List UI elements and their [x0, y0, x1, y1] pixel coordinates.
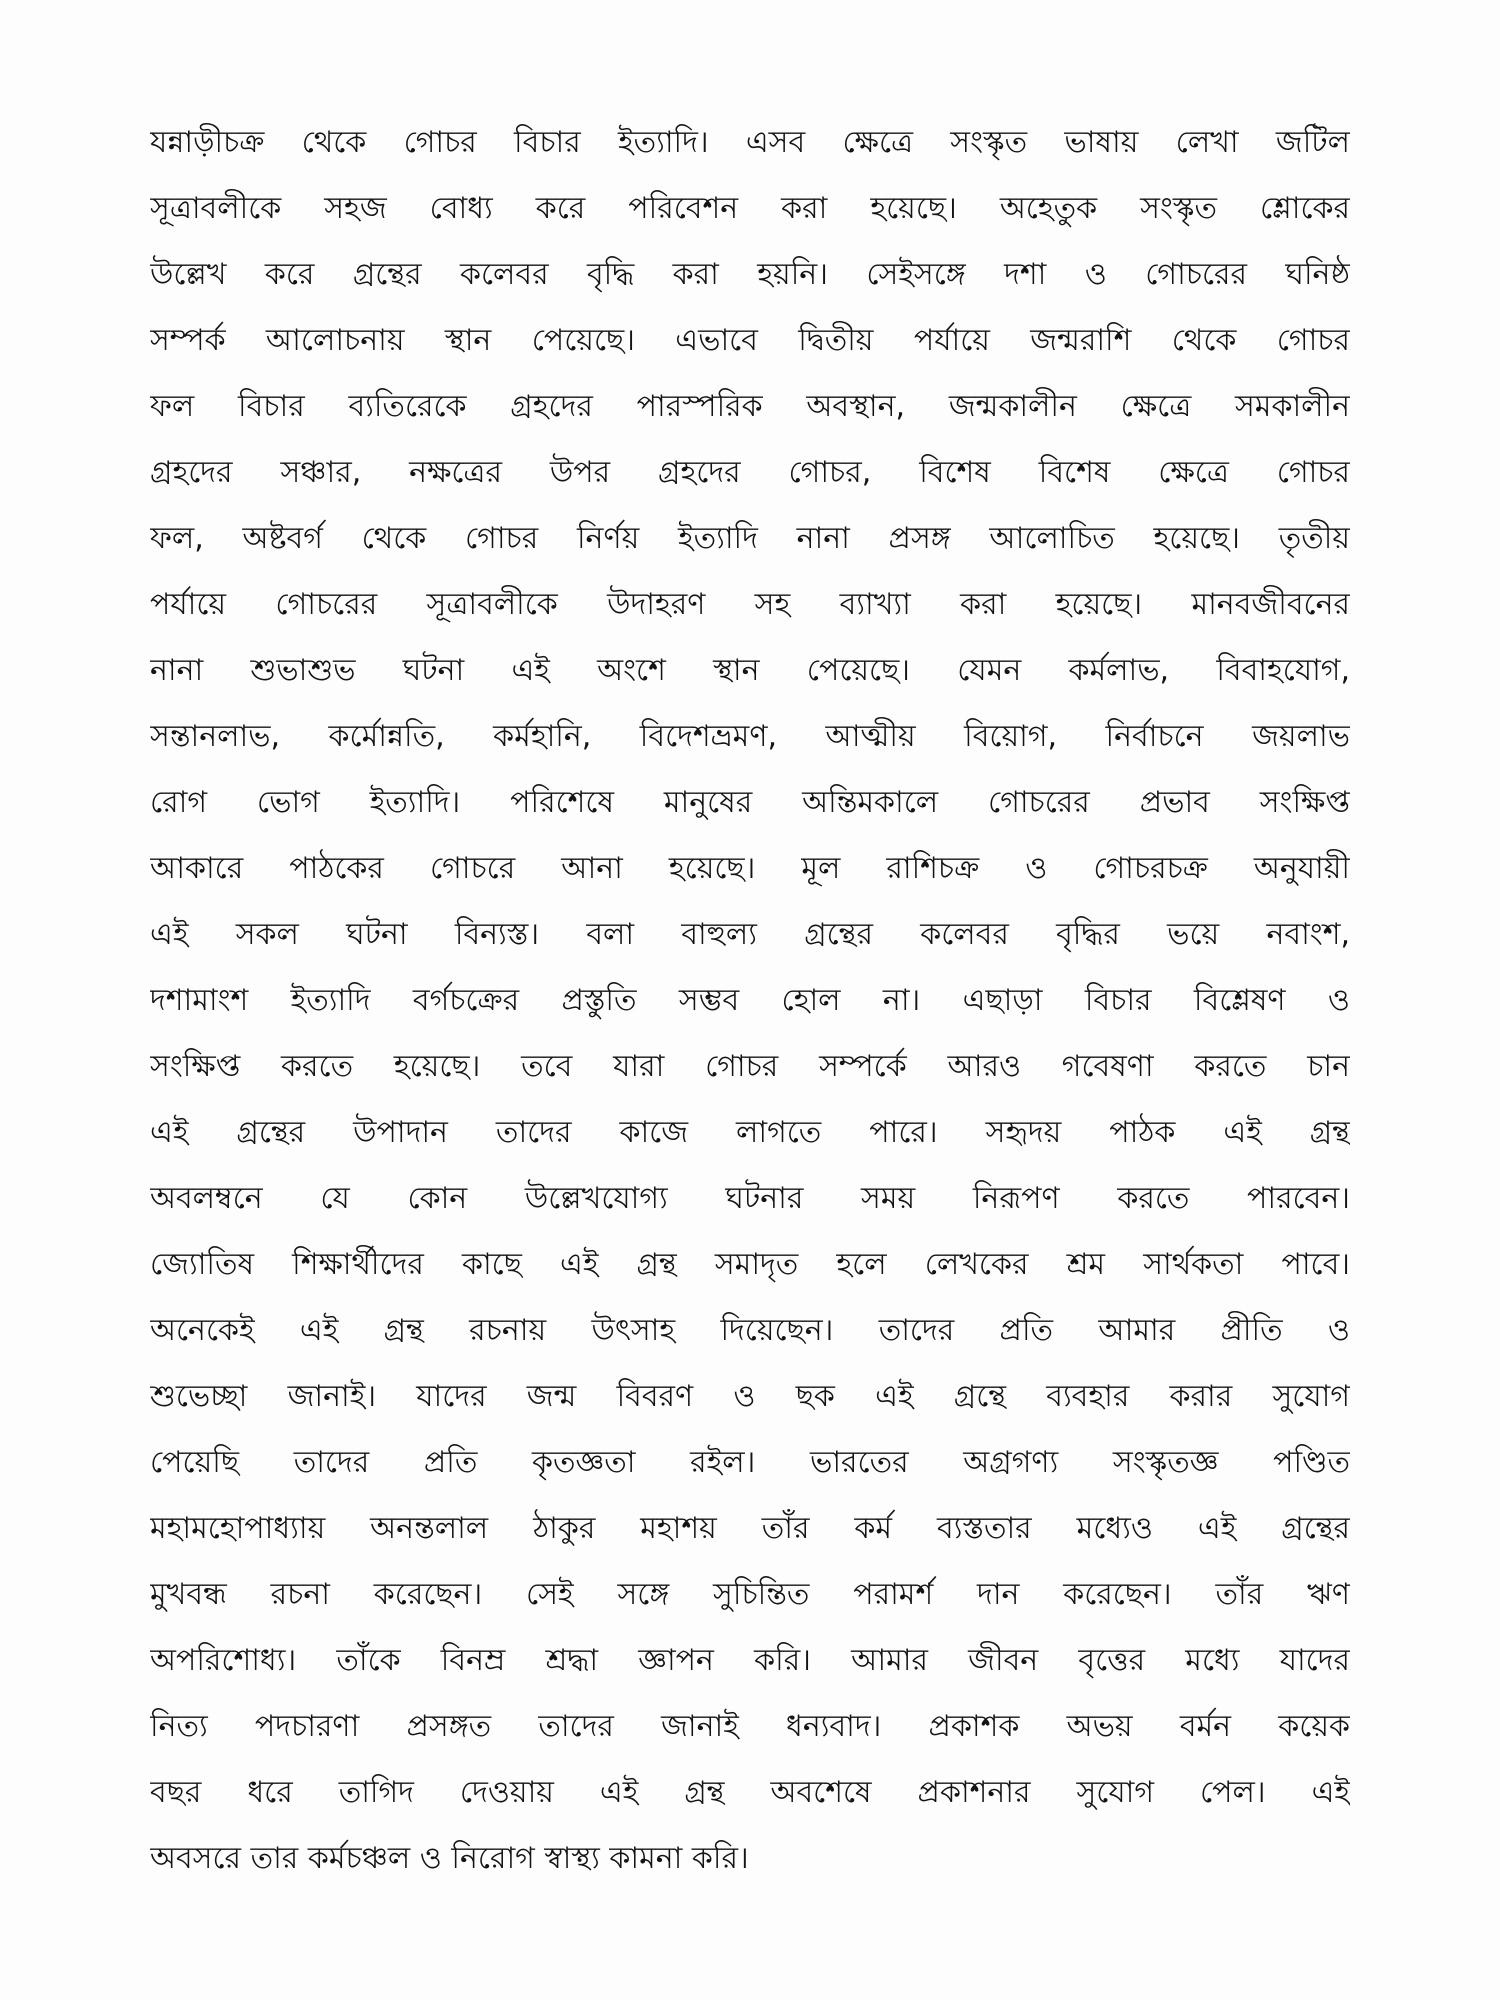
text-line: মুখবন্ধ রচনা করেছেন। সেই সঙ্গে সুচিন্তিত পরামর্শ দান করেছেন। তাঁর ঋণ [150, 1577, 1350, 1612]
text-line: ফল, অষ্টবর্গ থেকে গোচর নির্ণয় ইত্যাদি নানা প্রসঙ্গ আলোচিত হয়েছে। তৃতীয় [150, 521, 1350, 556]
text-line: গ্রহদের সঞ্চার, নক্ষত্রের উপর গ্রহদের গোচর, বিশেষ বিশেষ ক্ষেত্রে গোচর [150, 455, 1350, 490]
text-line: মহামহোপাধ্যায় অনন্তলাল ঠাকুর মহাশয় তাঁর কর্ম ব্যস্ততার মধ্যেও এই গ্রন্থের [150, 1511, 1350, 1546]
text-line: নিত্য পদচারণা প্রসঙ্গত তাদের জানাই ধন্যবাদ। প্রকাশক অভয় বর্মন কয়েক [150, 1709, 1350, 1744]
text-line: এই গ্রন্থের উপাদান তাদের কাজে লাগতে পারে। সহৃদয় পাঠক এই গ্রন্থ [150, 1115, 1350, 1150]
text-line: যন্নাড়ীচক্র থেকে গোচর বিচার ইত্যাদি। এসব ক্ষেত্রে সংস্কৃত ভাষায় লেখা জটিল [150, 125, 1350, 160]
text-line: উল্লেখ করে গ্রন্থের কলেবর বৃদ্ধি করা হয়নি। সেইসঙ্গে দশা ও গোচরের ঘনিষ্ঠ [150, 257, 1350, 292]
text-line: অপরিশোধ্য। তাঁকে বিনম্র শ্রদ্ধা জ্ঞাপন করি। আমার জীবন বৃত্তের মধ্যে যাদের [150, 1643, 1350, 1678]
text-line: রোগ ভোগ ইত্যাদি। পরিশেষে মানুষের অন্তিমকালে গোচরের প্রভাব সংক্ষিপ্ত [150, 785, 1350, 820]
text-line-last: অবসরে তার কর্মচঞ্চল ও নিরোগ স্বাস্থ্য কামনা করি। [150, 1841, 749, 1876]
text-line: আকারে পাঠকের গোচরে আনা হয়েছে। মূল রাশিচক্র ও গোচরচক্র অনুযায়ী [150, 851, 1350, 886]
text-line: নানা শুভাশুভ ঘটনা এই অংশে স্থান পেয়েছে। যেমন কর্মলাভ, বিবাহযোগ, [150, 653, 1350, 688]
body-text [150, 110, 1350, 1892]
text-line: অনেকেই এই গ্রন্থ রচনায় উৎসাহ দিয়েছেন। তাদের প্রতি আমার প্রীতি ও [150, 1313, 1350, 1348]
text-line: পেয়েছি তাদের প্রতি কৃতজ্ঞতা রইল। ভারতের অগ্রগণ্য সংস্কৃতজ্ঞ পণ্ডিত [150, 1445, 1350, 1480]
text-line: বছর ধরে তাগিদ দেওয়ায় এই গ্রন্থ অবশেষে প্রকাশনার সুযোগ পেল। এই [150, 1775, 1350, 1810]
text-line: এই সকল ঘটনা বিন্যস্ত। বলা বাহুল্য গ্রন্থের কলেবর বৃদ্ধির ভয়ে নবাংশ, [150, 917, 1350, 952]
text-line: পর্যায়ে গোচরের সূত্রাবলীকে উদাহরণ সহ ব্যাখ্যা করা হয়েছে। মানবজীবনের [150, 587, 1350, 622]
text-line: সন্তানলাভ, কর্মোন্নতি, কর্মহানি, বিদেশভ্রমণ, আত্মীয় বিয়োগ, নির্বাচনে জয়লাভ [150, 719, 1350, 754]
text-line: সংক্ষিপ্ত করতে হয়েছে। তবে যারা গোচর সম্পর্কে আরও গবেষণা করতে চান [150, 1049, 1350, 1084]
text-line: জ্যোতিষ শিক্ষার্থীদের কাছে এই গ্রন্থ সমাদৃত হলে লেখকের শ্রম সার্থকতা পাবে। [150, 1247, 1350, 1282]
text-line: ফল বিচার ব্যতিরেকে গ্রহদের পারস্পরিক অবস্থান, জন্মকালীন ক্ষেত্রে সমকালীন [150, 389, 1350, 424]
text-line: সূত্রাবলীকে সহজ বোধ্য করে পরিবেশন করা হয়েছে। অহেতুক সংস্কৃত শ্লোকের [150, 191, 1350, 226]
text-line: শুভেচ্ছা জানাই। যাদের জন্ম বিবরণ ও ছক এই গ্রন্থে ব্যবহার করার সুযোগ [150, 1379, 1350, 1414]
text-line: অবলম্বনে যে কোন উল্লেখযোগ্য ঘটনার সময় নিরূপণ করতে পারবেন। [150, 1181, 1350, 1216]
text-line: দশামাংশ ইত্যাদি বর্গচক্রের প্রস্তুতি সম্ভব হোল না। এছাড়া বিচার বিশ্লেষণ ও [150, 983, 1350, 1018]
text-line: সম্পর্ক আলোচনায় স্থান পেয়েছে। এভাবে দ্বিতীয় পর্যায়ে জন্মরাশি থেকে গোচর [150, 323, 1350, 358]
